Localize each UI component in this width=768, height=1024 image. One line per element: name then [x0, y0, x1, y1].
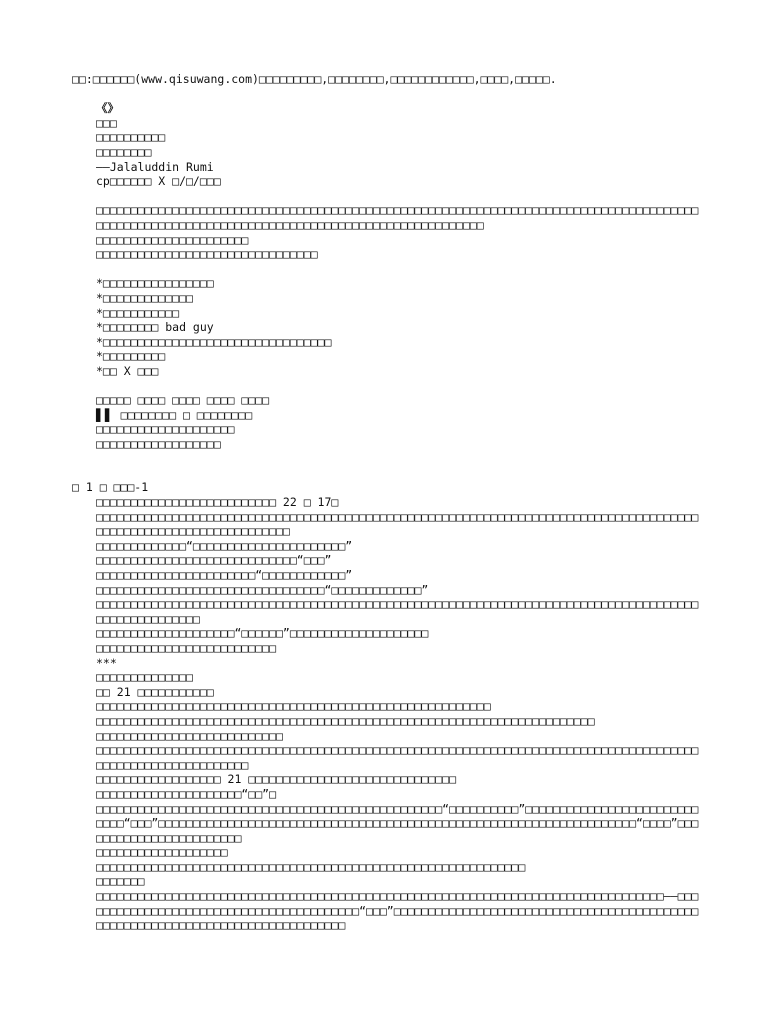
chapter-line: □□□□□□□□□□□□□□□□□□□□□□□□□□□□□□□□□□□□□□□□□□□□□□□□□□□□□□□□□: [96, 699, 491, 714]
chapter-paragraph: □□□□□□□□□□□□□□□□□□□□□□□□□□□□□□□□□□□□□□□□□□□□□□□□□□□□□□□□□□□□□□□□□□□□□□□□□□□□□□□□□□□□□□□□□□□□□□□□□□□□□□: [96, 597, 699, 626]
chapter-line: □□□□□□□□□□□□□□□□□□□: [96, 845, 228, 860]
chapter-paragraph: □□□□□□□□□□□□□□□□□□□□□□□□□□□□□□□□□□□□□□□□□□□□□□□□□□“□□□□□□□□□□”□□□□□□□□□□□□□□□□□□□□□□□□□□□□□“□□□”□□□□□□□□□□□□□□□□□□□□□□□□□□□□□□□□□□□□□□□□□□□□□□□□□□□□□□□□□□□□□□□□□□□□□“□□□□”□□□□□□□□□□□□□□□□□□□□□□□□: [96, 801, 699, 845]
warning-item: *□□□□□□□□□: [96, 349, 166, 364]
intro-paragraph: □□□□□□□□□□□□□□□□□□□□□□□□□□□□□□□□□□□□□□□□□□□□□□□□□□□□□□□□□□□□□□□□□□□□□□□□□□□□□□□□□□□□□□□□□□□□□□□□□□□□□□□□□□□□□□□□□□□□□□□□□□□□□□□□□□□□□□□□□□□□□□□: [96, 203, 699, 232]
chapter-line: □□□□□□□□□□□□□□□□□□□□□□□□□□□□□□□□□□□□□□□□□□□□□□□□□□□□□□□□□□□□□□□□□□□□□□□□: [96, 713, 595, 728]
document-body: [72, 72, 702, 933]
bar-mark-icon: ▌▌: [96, 407, 114, 422]
chapter-line: □□□□□□□□□□□□□□□□□□□□□“□□”□: [96, 786, 277, 801]
chapter-line: □□□□□□□□□□□□□□□□□□□□□□□□□□□: [96, 728, 283, 743]
credits-line: □□□□□□□□□□□□□□□□□□□□: [96, 422, 235, 437]
credits-line: □□□□□ □□□□ □□□□ □□□□ □□□□: [96, 393, 270, 408]
chapter-line: □□□□□□□□□□□□□□□□□□□□□□□□□□□□□□□□□□□□□□□□□□□□□□□□□□□□□□□□□□□□□□: [96, 859, 526, 874]
chapter-line: □□□□□□□□□□□□□□□□□□□□□□□□□□□□□“□□□”: [96, 553, 332, 568]
epigraph-line: □□□□□□□□: [96, 144, 152, 159]
epigraph-line: □□□: [96, 115, 117, 130]
chapter-line: □□□□□□□□□□□□□□□□□□□□□□□□□□ 22 □ 17□: [96, 495, 339, 510]
intro-paragraph: □□□□□□□□□□□□□□□□□□□□□□□□□□□□□□□□: [96, 247, 318, 262]
credits-line: [72, 408, 702, 423]
chapter-line: □□□□□□□□□□□□□□□□□□ 21 □□□□□□□□□□□□□□□□□□□□□□□□□□□□□□: [96, 772, 457, 787]
chapter-title: □ 1 □ □□□-1: [72, 480, 149, 495]
chapter-line: □□□□□□□□□□□□□□□□□□□□□□□“□□□□□□□□□□□□”: [96, 568, 353, 582]
epigraph-attribution: ——Jalaluddin Rumi: [96, 159, 214, 174]
chapter-paragraph: □□□□□□□□□□□□□□□□□□□□□□□□□□□□□□□□□□□□□□□□□□□□□□□□□□□□□□□□□□□□□□□□□□□□□□□□□□□□□□□□□□□□□□□□□□□□□□□□□□□□□□□□□□□□□□□□□□□: [96, 509, 699, 539]
scene-break: ***: [96, 655, 117, 670]
chapter-paragraph: □□□□□□□□□□□□□□□□□□□□□□□□□□□□□□□□□□□□□□□□□□□□□□□□□□□□□□□□□□□□□□□□□□□□□□□□□□□□□□□□□□□□□□□□□□□□□□□□□□□□□□□□□□□□□: [96, 743, 699, 772]
pairing-line: cp□□□□□□ X □/□/□□□: [96, 174, 221, 189]
chapter-line: □□□□□□□□□□□□□“□□□□□□□□□□□□□□□□□□□□□□”: [96, 538, 353, 553]
chapter-line: □□ 21 □□□□□□□□□□□: [96, 684, 214, 699]
book-title-brackets: 《》: [96, 101, 119, 116]
warning-item: *□□□□□□□□□□□□□□□□: [96, 276, 214, 291]
chapter-line: □□□□□□□□□□□□□□□□□□□□“□□□□□□”□□□□□□□□□□□□□□□□□□□□: [96, 626, 429, 641]
credits-text: □□□□□□□□ □ □□□□□□□□: [120, 407, 253, 422]
chapter-paragraph: □□□□□□□□□□□□□□□□□□□□□□□□□□□□□□□□□□□□□□□□□□□□□□□□□□□□□□□□□□□□□□□□□□□□□□□□□□□□□□□□□□——□□□□□□□□□□□□□□□□□□□□□□□□□□□□□□□□□□□□□□□□□“□□□”□□□□□□□□□□□□□□□□□□□□□□□□□□□□□□□□□□□□□□□□□□□□□□□□□□□□□□□□□□□□□□□□□□□□□□□□□□□□□□□□: [96, 889, 699, 933]
warning-item: *□□ X □□□: [96, 363, 159, 378]
source-notice: □□:□□□□□□(www.qisuwang.com)□□□□□□□□□,□□□□□□□□,□□□□□□□□□□□□,□□□□,□□□□□.: [72, 72, 557, 86]
chapter-line: □□□□□□□□□□□□□□□□□□□□□□□□□□: [96, 640, 277, 655]
epigraph-line: □□□□□□□□□□: [96, 130, 166, 145]
chapter-line: □□□□□□□□□□□□□□: [96, 670, 193, 685]
warning-item: *□□□□□□□□□□□: [96, 305, 180, 320]
intro-paragraph: □□□□□□□□□□□□□□□□□□□□□□: [96, 232, 249, 247]
warning-item: *□□□□□□□□□□□□□□□□□□□□□□□□□□□□□□□□□: [96, 334, 332, 349]
chapter-line: □□□□□□□□□□□□□□□□□□□□□□□□□□□□□□□□□“□□□□□□□□□□□□□”: [96, 582, 429, 597]
credits-line: □□□□□□□□□□□□□□□□□□: [96, 436, 221, 451]
chapter-line: □□□□□□□: [96, 874, 145, 889]
warning-item: *□□□□□□□□ bad guy: [96, 320, 214, 335]
warning-item: *□□□□□□□□□□□□□: [96, 290, 193, 305]
